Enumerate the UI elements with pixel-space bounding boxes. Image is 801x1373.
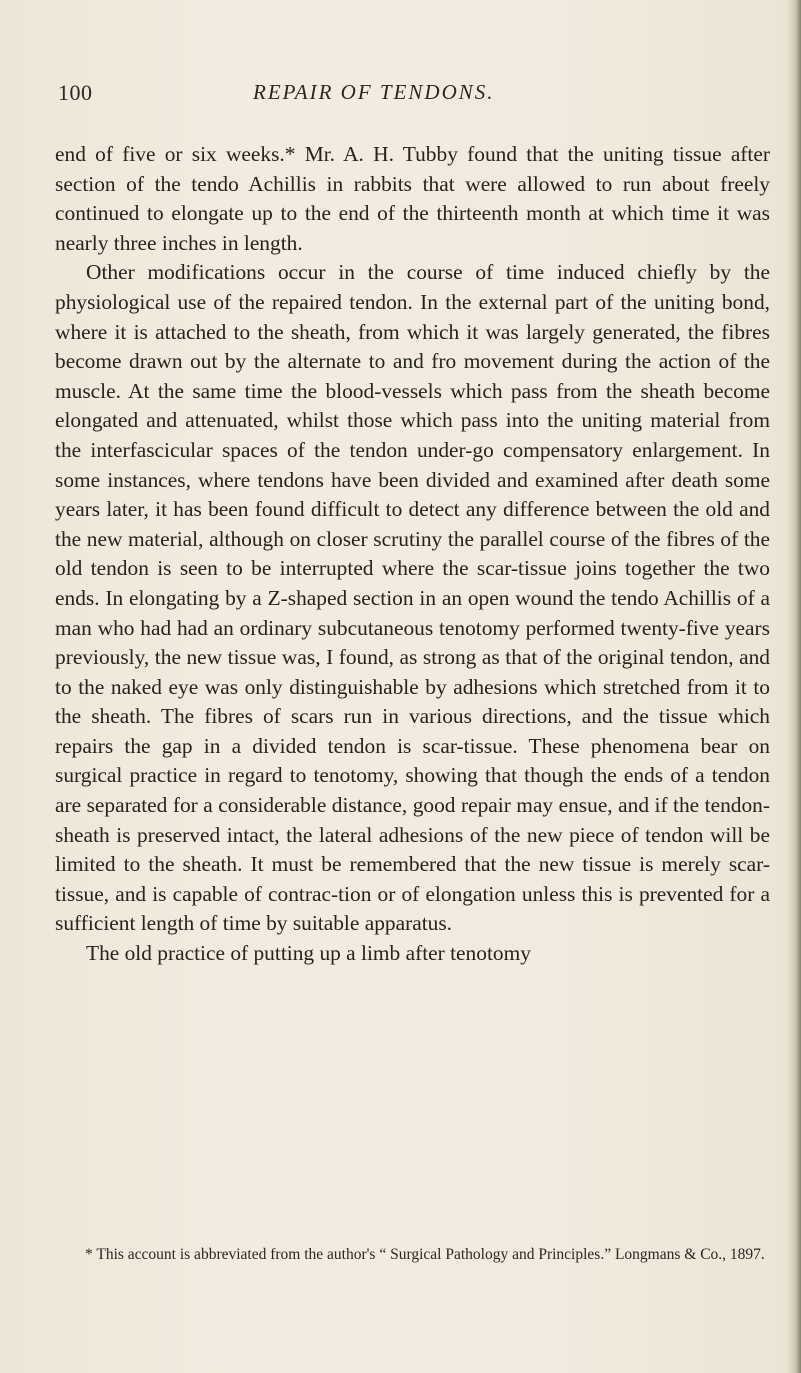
running-head-title: REPAIR OF TENDONS. [253, 80, 495, 104]
footnote [55, 1243, 770, 1267]
paragraph-1: end of five or six weeks.* Mr. A. H. Tubby found that the uniting tissue after section of the tendo Achillis in rabbits that were allowed to run about freely continued to elongate up to the end of the thirteenth month at which time it was nearly three inches in length. [55, 142, 770, 255]
footnote-text: * This account is abbreviated from the author's “ Surgical Pathology and Principles.” Longmans & Co., 1897. [85, 1246, 765, 1263]
page-number: 100 [58, 80, 93, 105]
paragraph-3: The old practice of putting up a limb after tenotomy [86, 941, 531, 966]
paragraph-2: Other modifications occur in the course of time induced chiefly by the physiological use of the repaired tendon. In the external part of the uniting bond, where it is attached to the sheath, from which it was largely generated, the fibres become drawn out by the alternate to and fro movement during the action of the muscle. At the same time the blood-vessels which pass from the sheath become elongated and attenuated, whilst those which pass into the uniting material from the interfascicular spaces of the tendon under-go compensatory enlargement. In some instances, where tendons have been divided and examined after death some years later, it has been found difficult to detect any difference between the old and the new material, although on closer scrutiny the parallel course of the fibres of the old tendon is seen to be interrupted where the scar-tissue joins together the two ends. In elongating by a Z-shaped section in an open wound the tendo Achillis of a man who had had an ordinary subcutaneous tenotomy performed twenty-five years previously, the new tissue was, I found, as strong as that of the original tendon, and to the naked eye was only distinguishable by adhesions which stretched from it to the sheath. The fibres of scars run in various directions, and the tissue which repairs the gap in a divided tendon is scar-tissue. These phenomena bear on surgical practice in regard to tenotomy, showing that though the ends of a tendon are separated for a considerable distance, good repair may ensue, and if the tendon-sheath is preserved intact, the lateral adhesions of the new piece of tendon will be limited to the sheath. It must be remembered that the new tissue is merely scar-tissue, and is capable of contrac-tion or of elongation unless this is prevented for a sufficient length of time by suitable apparatus. [55, 260, 770, 936]
page-edge-shadow [787, 0, 801, 1373]
running-head [58, 80, 748, 110]
body-text [55, 140, 770, 969]
